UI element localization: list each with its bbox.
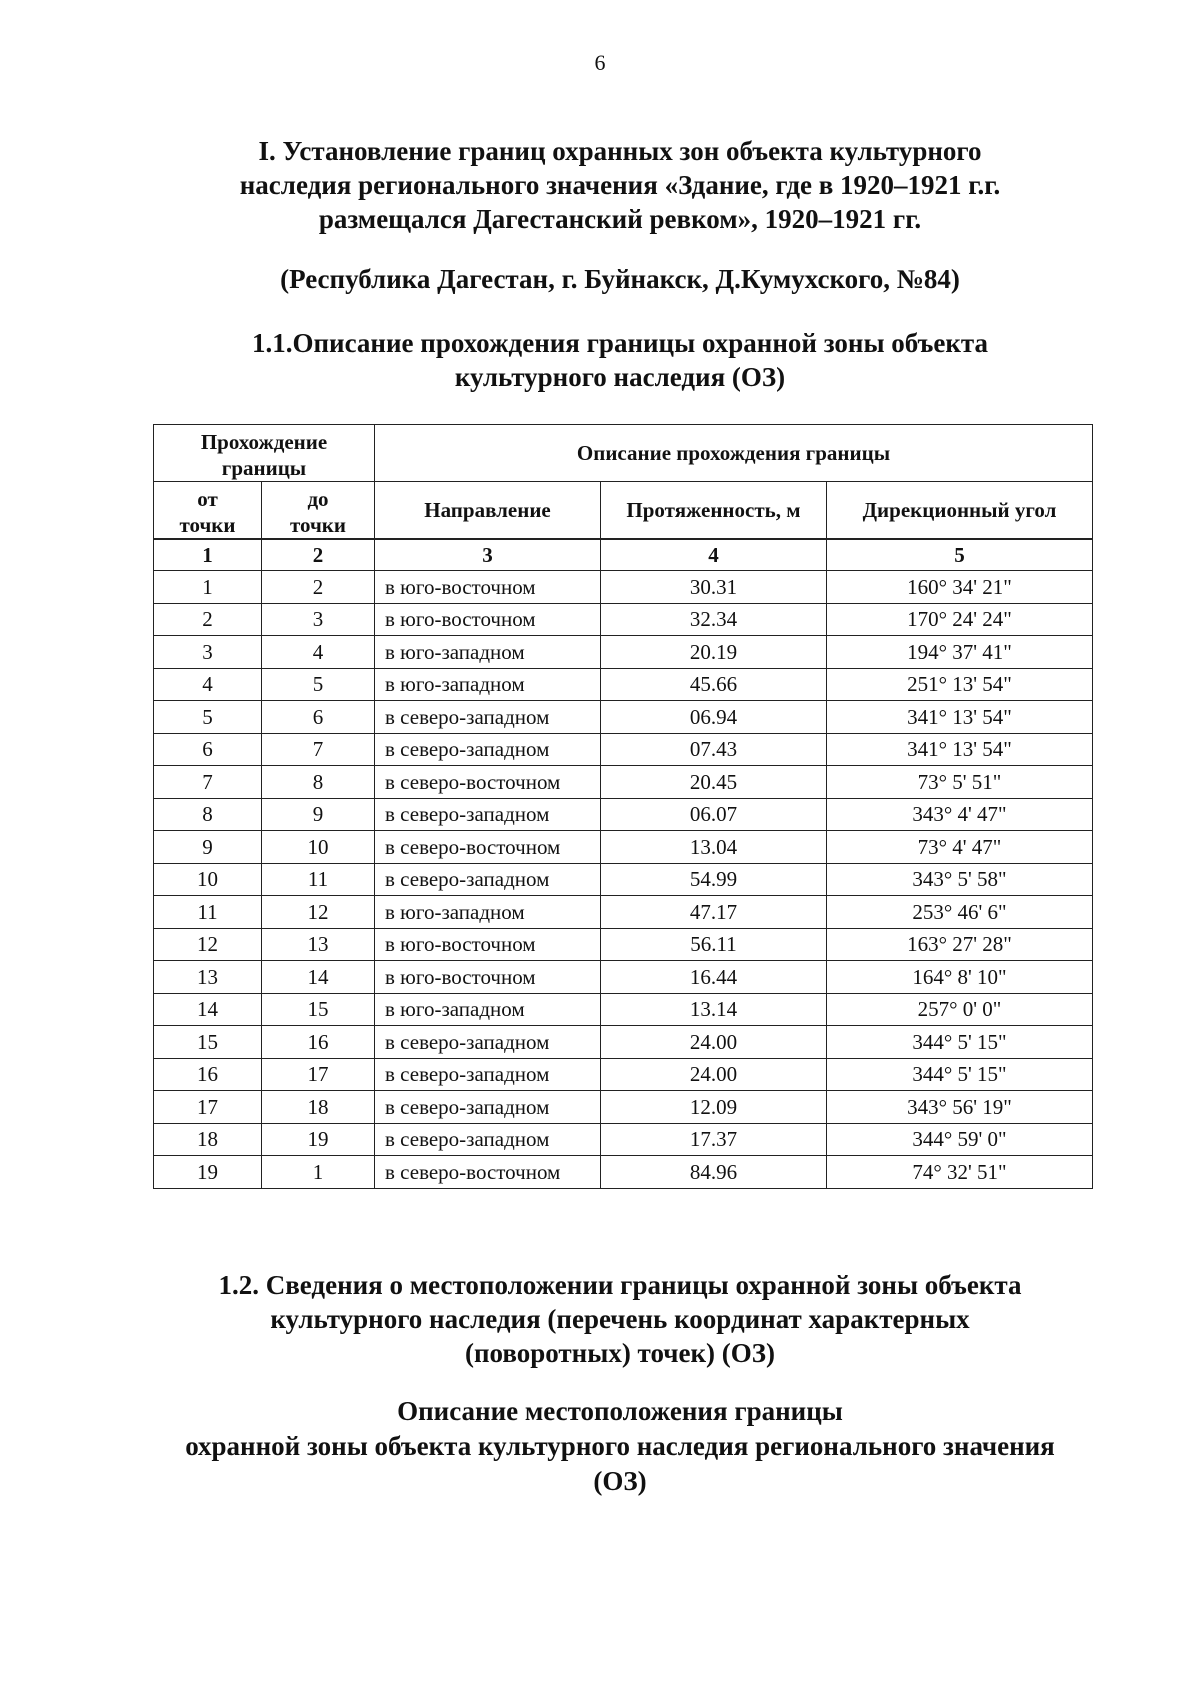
- cell-angle: 163° 27' 28": [827, 928, 1093, 961]
- cell-to-point: 1: [262, 1156, 375, 1189]
- cell-angle: 341° 13' 54": [827, 701, 1093, 734]
- cell-from-point: 12: [154, 928, 262, 961]
- column-number: 1: [154, 539, 262, 571]
- cell-length: 20.19: [601, 636, 827, 669]
- table-row: [154, 1091, 1093, 1124]
- main-title: [0, 134, 1200, 236]
- table-row: [154, 571, 1093, 604]
- cell-angle: 253° 46' 6": [827, 896, 1093, 929]
- cell-direction: в северо-западном: [375, 798, 601, 831]
- table-row: [154, 668, 1093, 701]
- cell-angle: 74° 32' 51": [827, 1156, 1093, 1189]
- cell-to-point: 9: [262, 798, 375, 831]
- cell-angle: 251° 13' 54": [827, 668, 1093, 701]
- section-1-1-heading: [0, 326, 1200, 394]
- cell-angle: 170° 24' 24": [827, 603, 1093, 636]
- section-1-2-line-1: 1.2. Сведения о местоположении границы охранной зоны объекта: [218, 1270, 1022, 1300]
- cell-from-point: 11: [154, 896, 262, 929]
- cell-direction: в северо-западном: [375, 1026, 601, 1059]
- cell-angle: 343° 4' 47": [827, 798, 1093, 831]
- cell-to-point: 17: [262, 1058, 375, 1091]
- table-row: [154, 1123, 1093, 1156]
- cell-direction: в юго-западном: [375, 636, 601, 669]
- cell-length: 84.96: [601, 1156, 827, 1189]
- cell-to-point: 19: [262, 1123, 375, 1156]
- cell-length: 06.07: [601, 798, 827, 831]
- cell-to-point: 6: [262, 701, 375, 734]
- header-from-point-bottom: точки: [179, 513, 236, 537]
- description-title-line-2: охранной зоны объекта культурного наследия регионального значения: [185, 1431, 1055, 1461]
- column-number: 5: [827, 539, 1093, 571]
- table-row: [154, 603, 1093, 636]
- cell-angle: 73° 4' 47": [827, 831, 1093, 864]
- cell-to-point: 11: [262, 863, 375, 896]
- cell-to-point: 13: [262, 928, 375, 961]
- cell-from-point: 8: [154, 798, 262, 831]
- column-number: 2: [262, 539, 375, 571]
- cell-length: 06.94: [601, 701, 827, 734]
- cell-angle: 73° 5' 51": [827, 766, 1093, 799]
- cell-from-point: 19: [154, 1156, 262, 1189]
- header-length: Протяженность, м: [601, 482, 827, 540]
- cell-direction: в северо-восточном: [375, 831, 601, 864]
- cell-angle: 341° 13' 54": [827, 733, 1093, 766]
- cell-direction: в северо-восточном: [375, 766, 601, 799]
- cell-length: 16.44: [601, 961, 827, 994]
- cell-from-point: 17: [154, 1091, 262, 1124]
- cell-from-point: 1: [154, 571, 262, 604]
- cell-direction: в юго-восточном: [375, 571, 601, 604]
- main-title-line-2: наследия регионального значения «Здание, где в 1920–1921 г.г.: [239, 170, 1001, 200]
- cell-to-point: 7: [262, 733, 375, 766]
- cell-from-point: 4: [154, 668, 262, 701]
- cell-to-point: 8: [262, 766, 375, 799]
- cell-length: 45.66: [601, 668, 827, 701]
- cell-angle: 343° 5' 58": [827, 863, 1093, 896]
- column-number: 4: [601, 539, 827, 571]
- table-row: [154, 863, 1093, 896]
- header-boundary-passage: Прохождение границы: [154, 425, 375, 482]
- cell-from-point: 14: [154, 993, 262, 1026]
- cell-to-point: 5: [262, 668, 375, 701]
- section-1-2-line-3: (поворотных) точек) (ОЗ): [464, 1338, 776, 1368]
- cell-length: 32.34: [601, 603, 827, 636]
- header-direction: Направление: [375, 482, 601, 540]
- section-1-1-line-1: 1.1.Описание прохождения границы охранной зоны объекта: [252, 328, 988, 358]
- table-row: [154, 1156, 1093, 1189]
- section-1-2-line-2: культурного наследия (перечень координат характерных: [270, 1304, 970, 1334]
- table-row: [154, 993, 1093, 1026]
- table-row: [154, 831, 1093, 864]
- column-number-row: [154, 539, 1093, 571]
- cell-from-point: 2: [154, 603, 262, 636]
- cell-from-point: 9: [154, 831, 262, 864]
- table-row: [154, 1026, 1093, 1059]
- cell-to-point: 16: [262, 1026, 375, 1059]
- cell-from-point: 15: [154, 1026, 262, 1059]
- cell-angle: 344° 59' 0": [827, 1123, 1093, 1156]
- cell-from-point: 13: [154, 961, 262, 994]
- cell-direction: в северо-западном: [375, 733, 601, 766]
- cell-to-point: 10: [262, 831, 375, 864]
- cell-direction: в северо-западном: [375, 863, 601, 896]
- cell-to-point: 4: [262, 636, 375, 669]
- cell-from-point: 10: [154, 863, 262, 896]
- cell-angle: 257° 0' 0": [827, 993, 1093, 1026]
- cell-from-point: 7: [154, 766, 262, 799]
- cell-angle: 164° 8' 10": [827, 961, 1093, 994]
- header-angle: Дирекционный угол: [827, 482, 1093, 540]
- page-number: 6: [594, 50, 606, 75]
- cell-length: 24.00: [601, 1058, 827, 1091]
- header-boundary-description: Описание прохождения границы: [375, 425, 1093, 482]
- cell-length: 54.99: [601, 863, 827, 896]
- cell-length: 56.11: [601, 928, 827, 961]
- description-title-line-1: Описание местоположения границы: [397, 1396, 843, 1426]
- boundary-table-body: [154, 571, 1093, 1189]
- table-row: [154, 701, 1093, 734]
- cell-from-point: 5: [154, 701, 262, 734]
- main-title-line-1: I. Установление границ охранных зон объекта культурного: [258, 136, 982, 166]
- cell-angle: 344° 5' 15": [827, 1058, 1093, 1091]
- cell-length: 47.17: [601, 896, 827, 929]
- cell-length: 17.37: [601, 1123, 827, 1156]
- table-row: [154, 636, 1093, 669]
- description-title: [0, 1394, 1200, 1499]
- cell-direction: в северо-западном: [375, 1123, 601, 1156]
- cell-from-point: 18: [154, 1123, 262, 1156]
- boundary-table-header: [154, 425, 1093, 571]
- section-1-2-heading: [0, 1268, 1200, 1370]
- table-row: [154, 1058, 1093, 1091]
- column-number: 3: [375, 539, 601, 571]
- table-row: [154, 798, 1093, 831]
- cell-direction: в юго-западном: [375, 668, 601, 701]
- cell-direction: в юго-восточном: [375, 961, 601, 994]
- header-to-point: [262, 482, 375, 540]
- table-row: [154, 961, 1093, 994]
- table-row: [154, 733, 1093, 766]
- header-to-point-bottom: точки: [289, 513, 347, 537]
- description-title-line-3: (ОЗ): [593, 1466, 647, 1496]
- header-to-point-top: до: [307, 487, 329, 511]
- header-from-point: [154, 482, 262, 540]
- cell-length: 30.31: [601, 571, 827, 604]
- cell-angle: 344° 5' 15": [827, 1026, 1093, 1059]
- cell-direction: в северо-восточном: [375, 1156, 601, 1189]
- cell-angle: 160° 34' 21": [827, 571, 1093, 604]
- cell-to-point: 3: [262, 603, 375, 636]
- cell-direction: в юго-восточном: [375, 603, 601, 636]
- section-1-1-line-2: культурного наследия (ОЗ): [454, 362, 786, 392]
- cell-from-point: 3: [154, 636, 262, 669]
- cell-direction: в северо-западном: [375, 701, 601, 734]
- boundary-table: [153, 424, 1093, 1189]
- cell-length: 13.14: [601, 993, 827, 1026]
- cell-length: 07.43: [601, 733, 827, 766]
- cell-length: 13.04: [601, 831, 827, 864]
- cell-direction: в юго-западном: [375, 896, 601, 929]
- cell-angle: 343° 56' 19": [827, 1091, 1093, 1124]
- address: (Республика Дагестан, г. Буйнакск, Д.Кумухского, №84): [280, 264, 960, 294]
- table-row: [154, 928, 1093, 961]
- cell-length: 24.00: [601, 1026, 827, 1059]
- main-title-line-3: размещался Дагестанский ревком», 1920–1921 гг.: [318, 204, 922, 234]
- cell-length: 12.09: [601, 1091, 827, 1124]
- cell-to-point: 2: [262, 571, 375, 604]
- table-row: [154, 766, 1093, 799]
- cell-to-point: 12: [262, 896, 375, 929]
- table-row: [154, 896, 1093, 929]
- cell-to-point: 18: [262, 1091, 375, 1124]
- cell-from-point: 16: [154, 1058, 262, 1091]
- cell-to-point: 14: [262, 961, 375, 994]
- cell-to-point: 15: [262, 993, 375, 1026]
- cell-length: 20.45: [601, 766, 827, 799]
- cell-direction: в юго-западном: [375, 993, 601, 1026]
- cell-direction: в юго-восточном: [375, 928, 601, 961]
- cell-angle: 194° 37' 41": [827, 636, 1093, 669]
- header-from-point-top: от: [197, 487, 218, 511]
- cell-direction: в северо-западном: [375, 1058, 601, 1091]
- cell-from-point: 6: [154, 733, 262, 766]
- cell-direction: в северо-западном: [375, 1091, 601, 1124]
